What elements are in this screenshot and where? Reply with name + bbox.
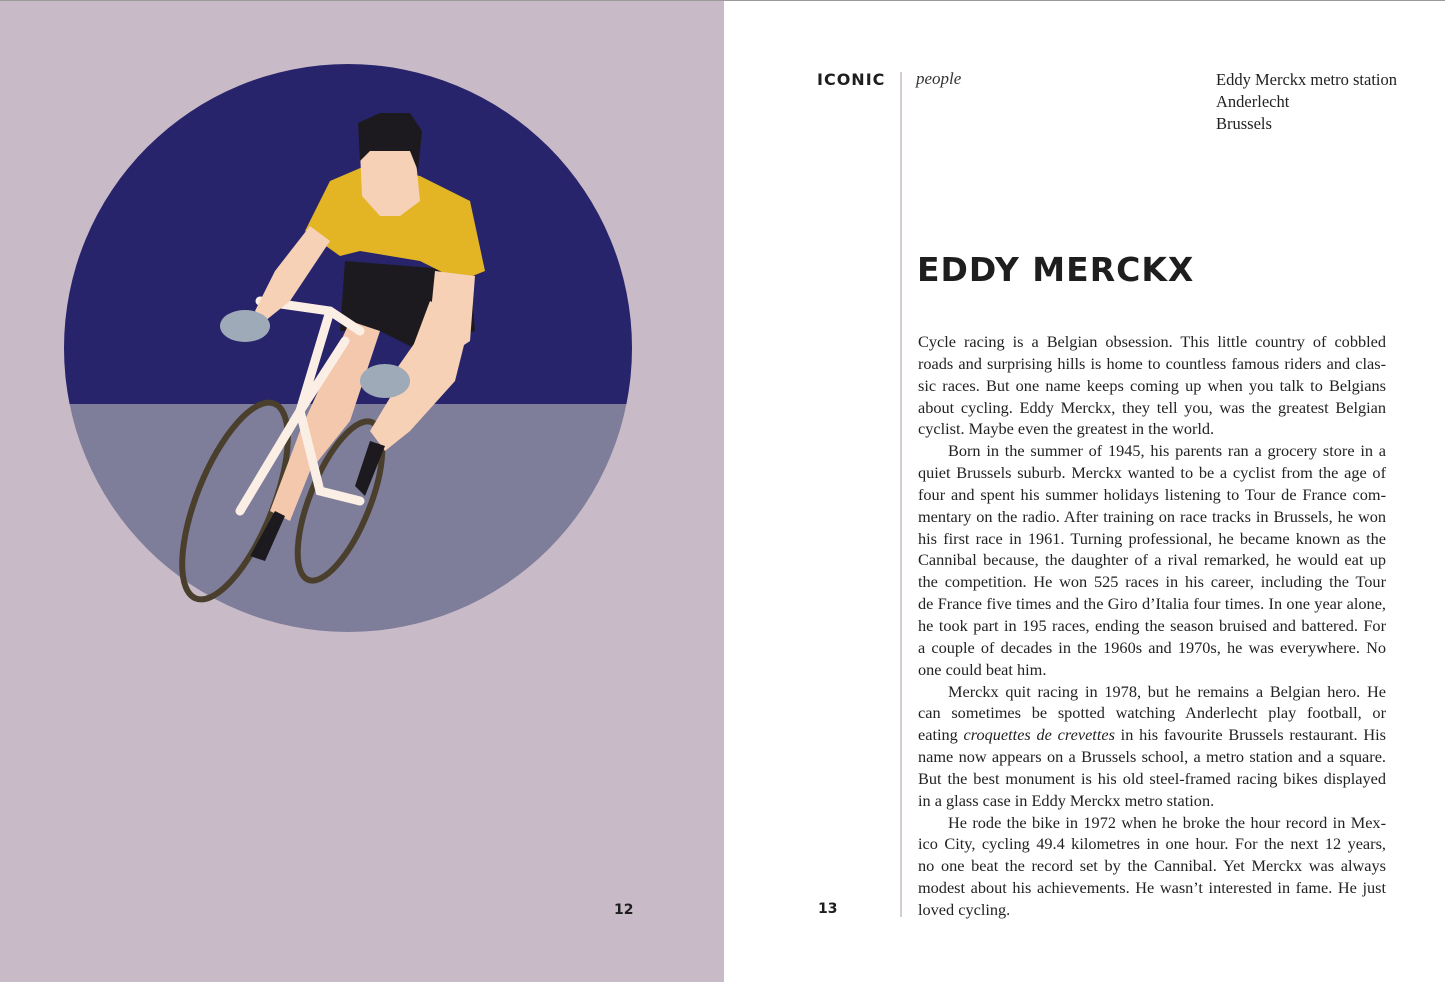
text-line: de France five times and the Giro d’Italia four times. In one year alone, [918,594,1386,614]
text-line: the competition. He won 525 races in his career, including the Tour [918,572,1386,592]
text-line: Merckx quit racing in 1978, but he remains a Belgian hero. He [948,681,1386,701]
text-line: eating croquettes de crevettes in his favourite Brussels restaurant. His [918,725,1386,745]
text-line: loved cycling. [918,899,1011,919]
text-line: mentary on the radio. After training on race tracks in Brussels, he won [918,506,1386,526]
cyclist-illustration [0,1,724,983]
text-line: his first race in 1961. Turning professional, he became known as the [918,528,1386,548]
text-line: quiet Brussels suburb. Merckx wanted to be a cyclist from the age of [918,463,1386,483]
category-label: people [916,69,962,88]
text-line: can sometimes be spotted watching Anderlecht play football, or [918,703,1386,723]
text-line: a couple of decades in the 1960s and 1970s, he was everywhere. No [918,637,1386,657]
article-title: EDDY MERCKX [917,250,1195,289]
page-number: 13 [818,901,838,917]
article-body [918,331,1386,921]
paragraph [918,331,1386,440]
paragraph [918,812,1386,921]
text-line: modest about his achievements. He wasn’t interested in fame. He just [918,878,1386,898]
text-line: in a glass case in Eddy Merckx metro station. [918,790,1215,810]
text-line: He rode the bike in 1972 when he broke the hour record in Mex- [948,812,1386,832]
text-line: Cannibal because, the daughter of a rival remarked, he would eat up [918,550,1386,570]
text-line: about cycling. Eddy Merckx, they tell you, was the greatest Belgian [918,397,1386,417]
location-line: Eddy Merckx metro station [1216,70,1398,89]
page-number: 12 [614,902,634,918]
text-line: But the best monument is his old steel-framed racing bikes displayed [918,768,1386,788]
location-block [1216,69,1397,135]
text-line: name now appears on a Brussels school, a metro station and a square. [918,747,1386,767]
text-line: Born in the summer of 1945, his parents ran a grocery store in a [948,441,1386,461]
text-line: cyclist. Maybe even the greatest in the world. [918,419,1215,439]
vertical-divider [900,72,902,917]
paragraph [918,681,1386,812]
location-line: Anderlecht [1216,92,1290,111]
text-line: one could beat him. [918,659,1047,679]
text-line: roads and surprising hills is home to countless famous riders and clas- [918,353,1386,373]
text-line: four and spent his summer holidays listening to Tour de France com- [918,484,1386,504]
paragraph [918,440,1386,680]
location-line: Brussels [1216,114,1272,133]
text-line: ico City, cycling 49.4 kilometres in one hour. For the next 12 years, [918,834,1386,854]
text-line: sic races. But one name keeps coming up when you talk to Belgians [918,375,1386,395]
section-label: ICONIC [817,70,886,89]
text-line: Cycle racing is a Belgian obsession. This little country of cobbled [918,332,1386,351]
text-line: he took part in 195 races, ending the season bruised and battered. For [918,615,1386,635]
text-line: no one beat the record set by the Cannibal. Yet Merckx was always [918,856,1386,876]
